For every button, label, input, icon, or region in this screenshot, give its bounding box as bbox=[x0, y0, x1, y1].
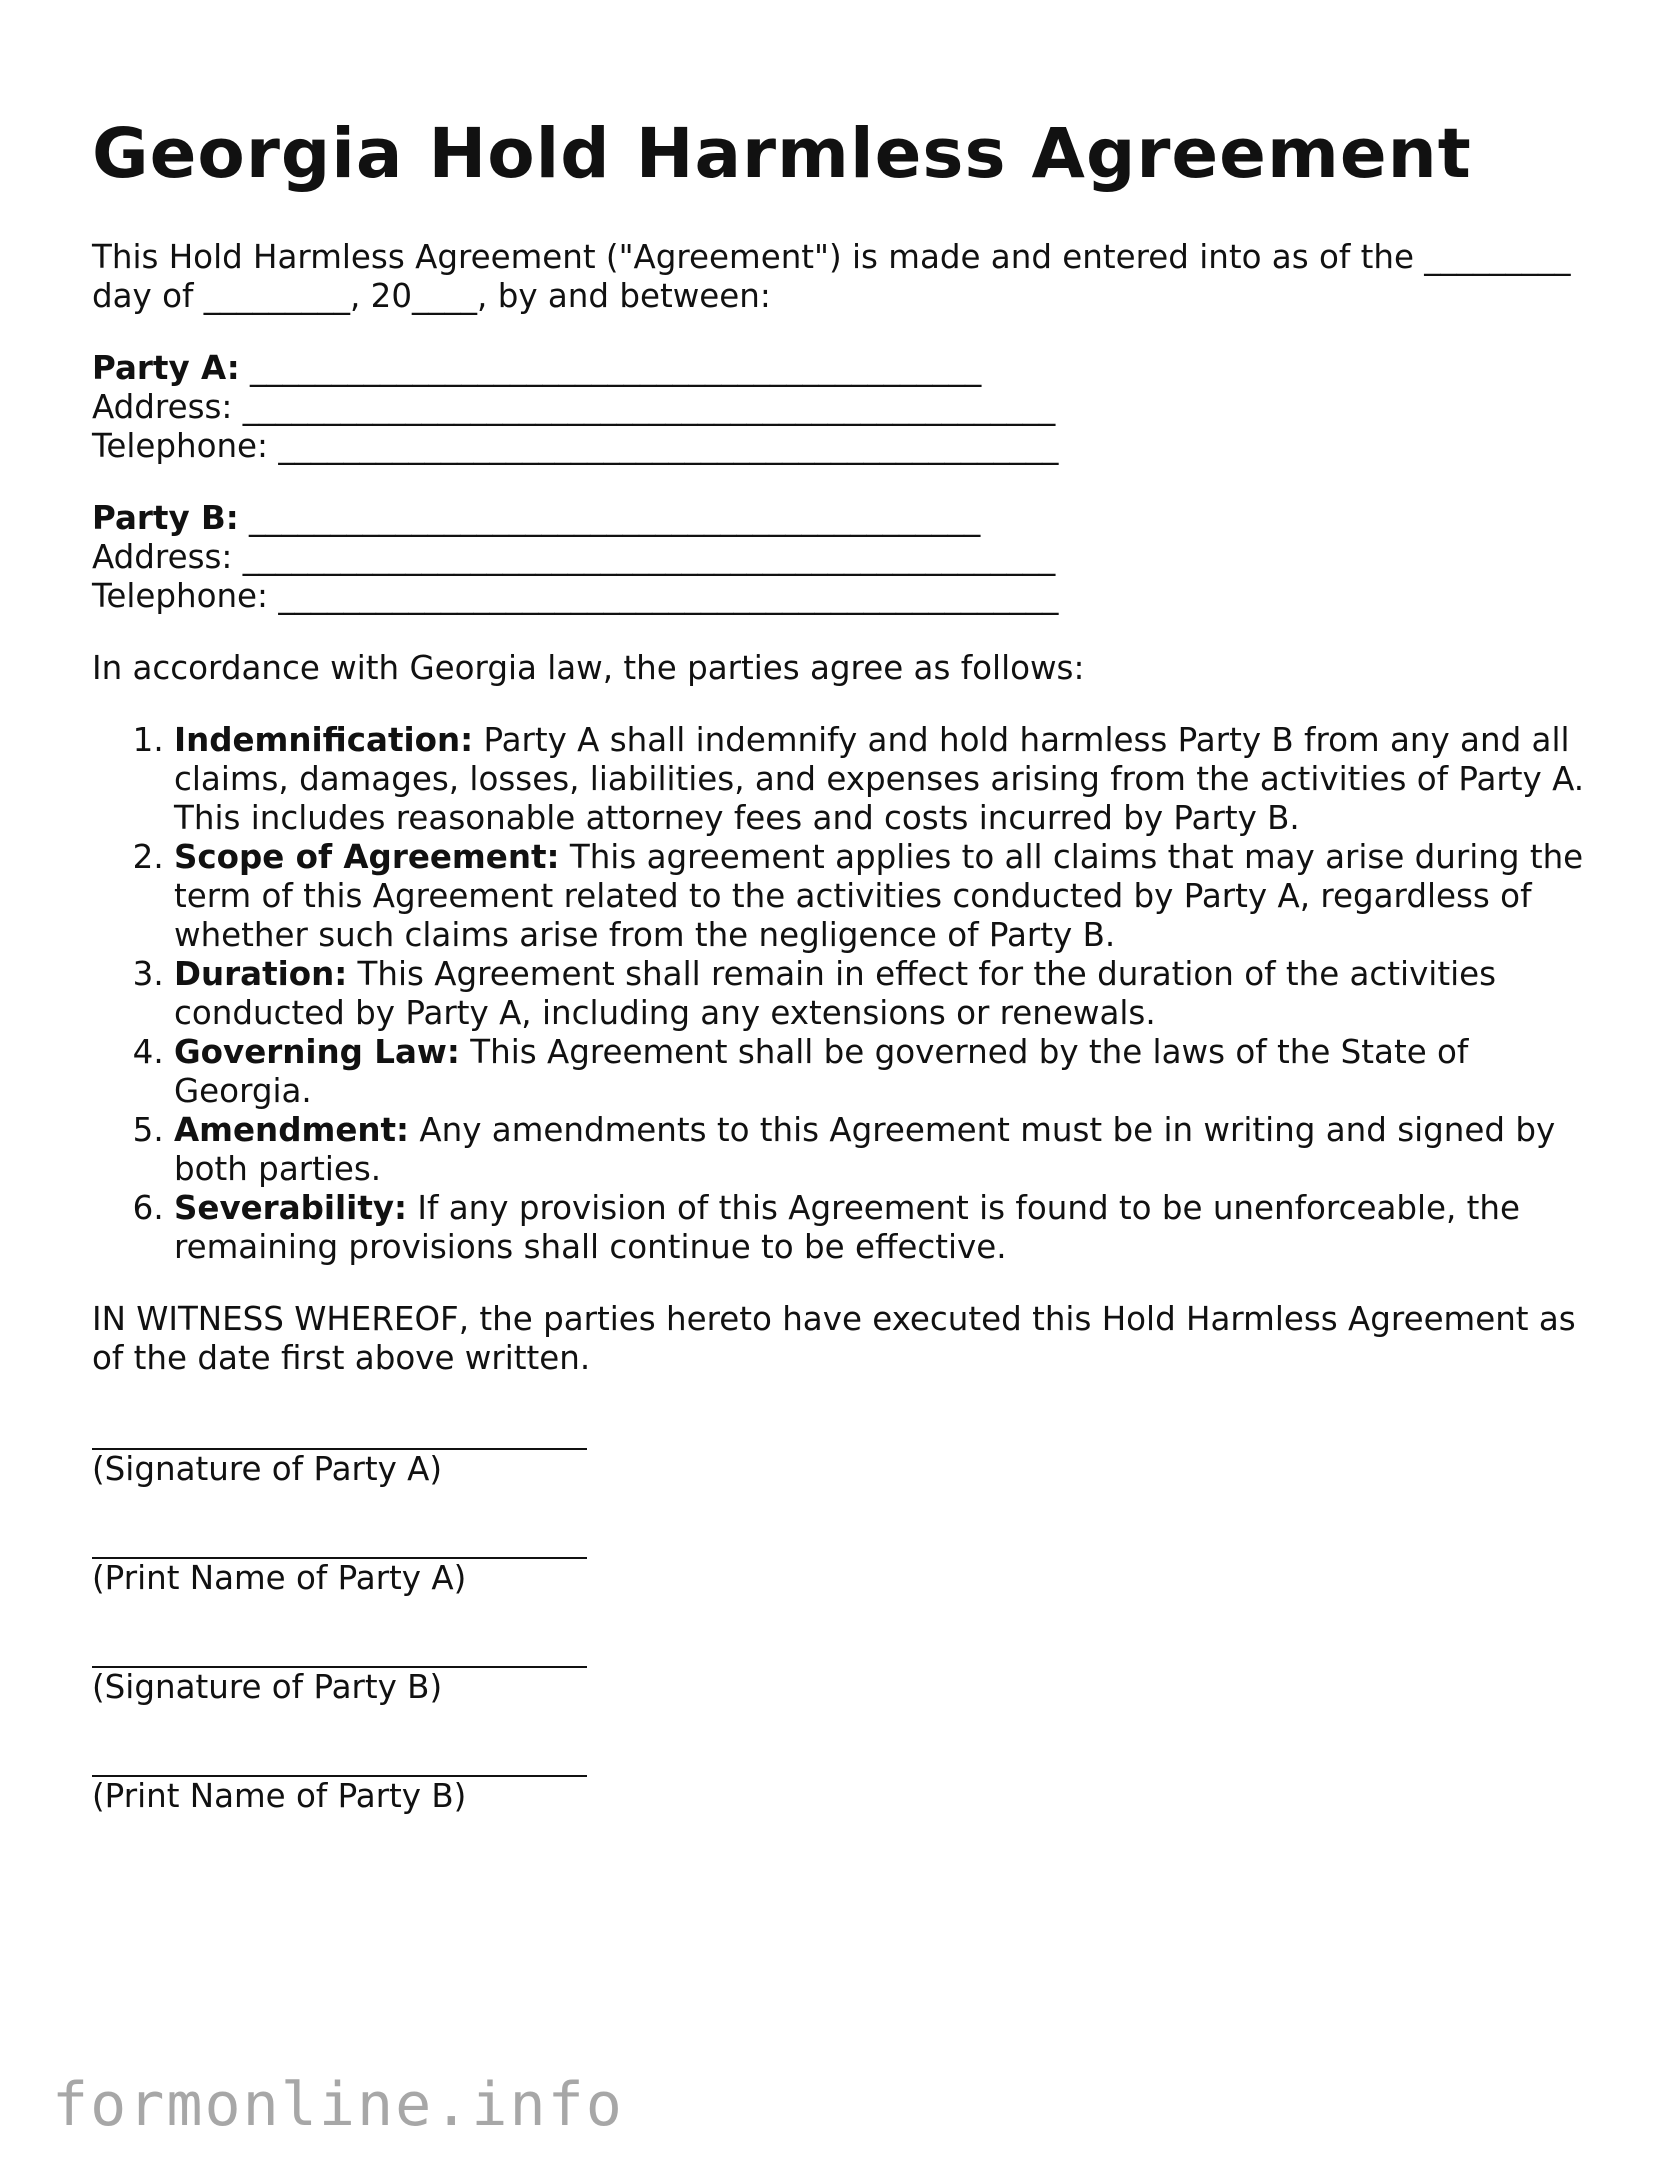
signature-block-party-a bbox=[92, 1412, 1612, 1489]
clause-title: Governing Law: bbox=[174, 1033, 460, 1071]
signature-caption: (Signature of Party B) bbox=[92, 1668, 443, 1706]
party-a-address: Address: __________________________________________________ bbox=[92, 388, 1056, 426]
party-a-name-line bbox=[92, 349, 1612, 388]
clause-text: Any amendments to this Agreement must be in writing and signed by both parties. bbox=[174, 1111, 1556, 1188]
document-title: Georgia Hold Harmless Agreement bbox=[92, 114, 1472, 194]
clause-duration bbox=[174, 955, 1612, 1033]
print-name-line bbox=[92, 1521, 587, 1559]
signature-line bbox=[92, 1412, 587, 1450]
clause-governing-law bbox=[174, 1033, 1612, 1111]
clause-scope bbox=[174, 838, 1612, 955]
clause-title: Duration: bbox=[174, 955, 348, 993]
print-name-caption: (Print Name of Party A) bbox=[92, 1559, 467, 1597]
print-name-line bbox=[92, 1739, 587, 1777]
party-b-telephone: Telephone: ________________________________________________ bbox=[92, 577, 1059, 615]
agreement-lead: In accordance with Georgia law, the parties agree as follows: bbox=[92, 649, 1085, 687]
witness-paragraph: IN WITNESS WHEREOF, the parties hereto have executed this Hold Harmless Agreement as of the date first above written. bbox=[92, 1300, 1576, 1377]
clause-indemnification bbox=[174, 721, 1612, 838]
clause-text: This agreement applies to all claims that may arise during the term of this Agreement related to the activities conducted by Party A, regardless of whether such claims arise from the negligence of Party B. bbox=[174, 838, 1584, 954]
clause-text: This Agreement shall remain in effect for the duration of the activities conducted by Party A, including any extensions or renewals. bbox=[174, 955, 1497, 1032]
party-a-telephone: Telephone: ________________________________________________ bbox=[92, 427, 1059, 465]
signature-caption: (Signature of Party A) bbox=[92, 1450, 443, 1488]
party-a-label: Party A: bbox=[92, 349, 240, 387]
signature-line bbox=[92, 1630, 587, 1668]
party-b-address: Address: __________________________________________________ bbox=[92, 538, 1056, 576]
clause-severability bbox=[174, 1189, 1612, 1267]
clause-text: This Agreement shall be governed by the laws of the State of Georgia. bbox=[174, 1033, 1469, 1110]
print-name-block-party-b bbox=[92, 1739, 1612, 1816]
signature-block-party-b bbox=[92, 1630, 1612, 1707]
document-page bbox=[92, 112, 1612, 1848]
clause-amendment bbox=[174, 1111, 1612, 1189]
watermark-text: formonline.info bbox=[52, 2070, 624, 2140]
clause-title: Amendment: bbox=[174, 1111, 410, 1149]
party-b-block bbox=[92, 499, 1612, 616]
party-b-name-blank: _____________________________________________ bbox=[238, 499, 981, 537]
clause-text: Party A shall indemnify and hold harmless Party B from any and all claims, damages, losses, liabilities, and expenses arising from the activities of Party A. This includes reasonable attorney fees and costs incurred by Party B. bbox=[174, 721, 1585, 837]
intro-paragraph: This Hold Harmless Agreement ("Agreement") is made and entered into as of the _________ day of _________, 20____, by and between: bbox=[92, 238, 1571, 315]
party-b-name-line bbox=[92, 499, 1612, 538]
clause-text: If any provision of this Agreement is found to be unenforceable, the remaining provisions shall continue to be effective. bbox=[174, 1189, 1521, 1266]
party-b-label: Party B: bbox=[92, 499, 239, 537]
clause-title: Indemnification: bbox=[174, 721, 474, 759]
clause-title: Severability: bbox=[174, 1189, 408, 1227]
clause-title: Scope of Agreement: bbox=[174, 838, 560, 876]
party-a-name-blank: _____________________________________________ bbox=[239, 349, 982, 387]
clause-list bbox=[92, 721, 1612, 1267]
party-a-block bbox=[92, 349, 1612, 466]
print-name-caption: (Print Name of Party B) bbox=[92, 1777, 467, 1815]
print-name-block-party-a bbox=[92, 1521, 1612, 1598]
